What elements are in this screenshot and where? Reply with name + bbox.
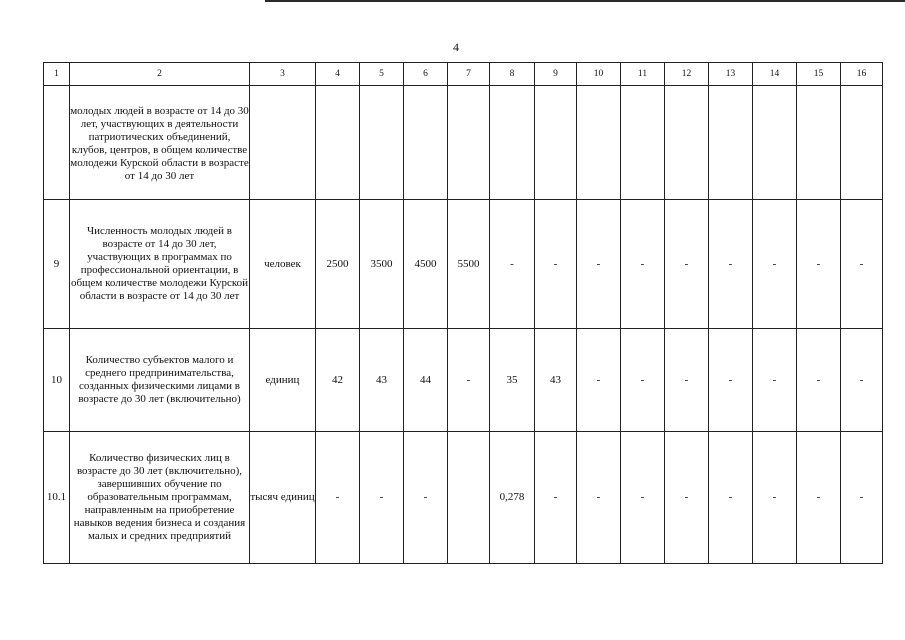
header-cell: 13 [709, 63, 753, 86]
table-row-10-1 [44, 432, 883, 564]
value-cell: 43 [535, 329, 577, 432]
indicator-description-cell [70, 432, 250, 564]
header-cell: 6 [404, 63, 448, 86]
table-row-continuation [44, 86, 883, 200]
indicator-description-cell [70, 200, 250, 329]
value-cell: - [841, 432, 883, 564]
value-cell: - [753, 200, 797, 329]
value-cell: - [797, 200, 841, 329]
value-cell: - [404, 432, 448, 564]
header-cell: 15 [797, 63, 841, 86]
header-cell: 3 [250, 63, 316, 86]
indicator-description: Количество субъектов малого и среднего предпринимательства, созданных физическими лицами в возрасте до 30 лет (включительно) [78, 354, 241, 405]
value-cell: - [535, 432, 577, 564]
value-cell: - [577, 329, 621, 432]
value-cell: 35 [490, 329, 535, 432]
value-cell: - [797, 329, 841, 432]
header-cell: 5 [360, 63, 404, 86]
header-cell: 16 [841, 63, 883, 86]
value-cell [360, 86, 404, 200]
header-cell: 7 [448, 63, 490, 86]
value-cell: - [665, 432, 709, 564]
value-cell: - [709, 200, 753, 329]
header-cell: 2 [70, 63, 250, 86]
value-cell: - [448, 329, 490, 432]
value-cell: - [665, 329, 709, 432]
value-cell [404, 86, 448, 200]
header-cell: 9 [535, 63, 577, 86]
value-cell: 4500 [404, 200, 448, 329]
value-cell: 5500 [448, 200, 490, 329]
header-cell: 11 [621, 63, 665, 86]
value-cell: - [841, 329, 883, 432]
value-cell [490, 86, 535, 200]
value-cell [577, 86, 621, 200]
indicators-table [43, 62, 883, 564]
value-cell [448, 432, 490, 564]
table-row-9 [44, 200, 883, 329]
value-cell: - [841, 200, 883, 329]
value-cell [709, 86, 753, 200]
value-cell: - [577, 200, 621, 329]
unit-cell: единиц [250, 329, 316, 432]
value-cell: - [316, 432, 360, 564]
value-cell [753, 86, 797, 200]
header-cell: 8 [490, 63, 535, 86]
value-cell: - [577, 432, 621, 564]
header-cell: 14 [753, 63, 797, 86]
value-cell: - [490, 200, 535, 329]
value-cell [797, 86, 841, 200]
indicator-description: молодых людей в возрасте от 14 до 30 лет, участвующих в деятельности патриотических объединений, клубов, центров, в общем количестве молодежи Курской области в возрасте от 14 до 30 лет [70, 105, 249, 182]
value-cell: 43 [360, 329, 404, 432]
value-cell: - [360, 432, 404, 564]
value-cell: - [753, 329, 797, 432]
top-border-line [265, 0, 905, 2]
value-cell [841, 86, 883, 200]
value-cell [448, 86, 490, 200]
value-cell [535, 86, 577, 200]
table-row-10 [44, 329, 883, 432]
header-cell: 1 [44, 63, 70, 86]
value-cell [316, 86, 360, 200]
page-number: 4 [453, 40, 459, 54]
header-cell: 12 [665, 63, 709, 86]
value-cell: - [753, 432, 797, 564]
value-cell: - [621, 432, 665, 564]
header-cell: 10 [577, 63, 621, 86]
row-number-cell [44, 86, 70, 200]
indicator-description-cell [70, 86, 250, 200]
value-cell: - [797, 432, 841, 564]
value-cell: - [709, 329, 753, 432]
indicator-description-cell [70, 329, 250, 432]
unit-cell: тысяч единиц [250, 432, 316, 564]
indicator-description: Количество физических лиц в возрасте до 30 лет (включительно), завершивших обучение по образовательным программам, направленным на приобретение навыков ведения бизнеса и создания малых и средних предприятий [73, 452, 246, 542]
value-cell: 2500 [316, 200, 360, 329]
value-cell: - [535, 200, 577, 329]
row-number-cell: 10 [44, 329, 70, 432]
row-number-cell: 10.1 [44, 432, 70, 564]
unit-cell [250, 86, 316, 200]
unit-cell: человек [250, 200, 316, 329]
value-cell: 42 [316, 329, 360, 432]
value-cell: 3500 [360, 200, 404, 329]
row-number-cell: 9 [44, 200, 70, 329]
header-cell: 4 [316, 63, 360, 86]
value-cell [665, 86, 709, 200]
column-number-header-row [44, 63, 883, 86]
value-cell: - [621, 200, 665, 329]
value-cell: - [621, 329, 665, 432]
value-cell: 0,278 [490, 432, 535, 564]
value-cell: 44 [404, 329, 448, 432]
value-cell [621, 86, 665, 200]
indicator-description: Численность молодых людей в возрасте от 14 до 30 лет, участвующих в программах по профессиональной ориентации, в общем количестве молодежи Курской области в возрасте от 14 до 30 лет [70, 225, 249, 302]
value-cell: - [665, 200, 709, 329]
value-cell: - [709, 432, 753, 564]
